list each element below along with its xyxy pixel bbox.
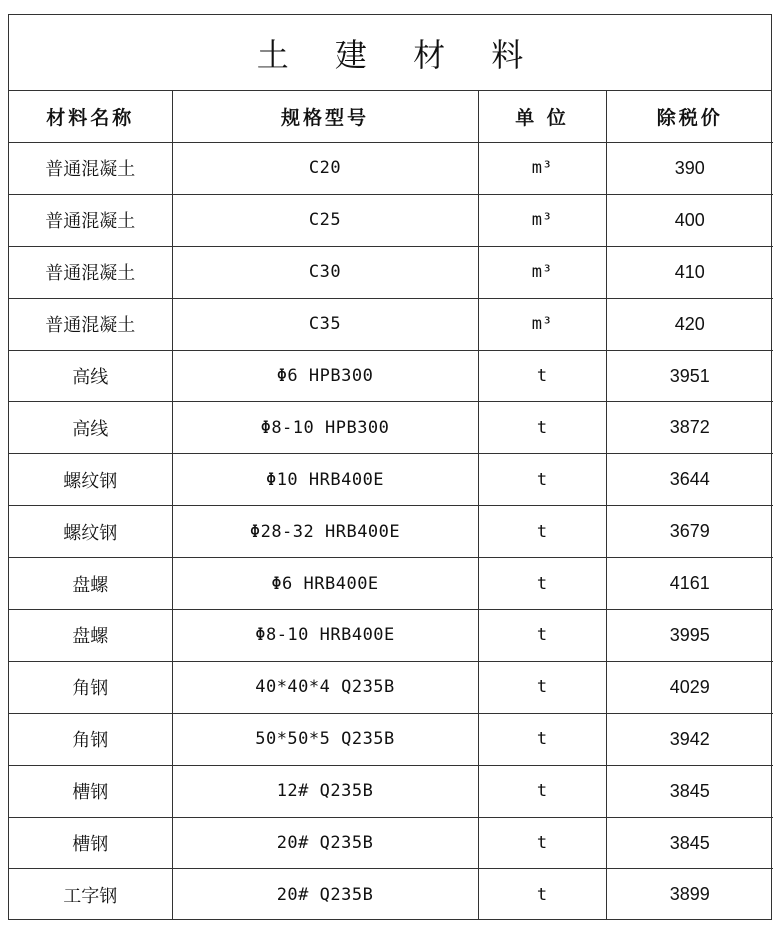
- table-row: [9, 610, 773, 662]
- header-price: 除税价: [606, 91, 773, 143]
- spec-cell: C35: [172, 298, 478, 350]
- unit-cell: t: [478, 610, 606, 662]
- table-row: [9, 713, 773, 765]
- price-cell: 4029: [606, 661, 773, 713]
- price-cell: 3845: [606, 817, 773, 869]
- material-name-cell: 普通混凝土: [9, 246, 172, 298]
- header-spec: 规格型号: [172, 91, 478, 143]
- unit-cell: t: [478, 350, 606, 402]
- unit-cell: t: [478, 869, 606, 920]
- table-row: [9, 817, 773, 869]
- unit-cell: m³: [478, 143, 606, 195]
- material-name-cell: 普通混凝土: [9, 298, 172, 350]
- spec-cell: Φ6 HPB300: [172, 350, 478, 402]
- spec-cell: 12# Q235B: [172, 765, 478, 817]
- material-name-cell: 角钢: [9, 661, 172, 713]
- unit-cell: t: [478, 817, 606, 869]
- spec-cell: Φ8-10 HRB400E: [172, 610, 478, 662]
- price-cell: 3995: [606, 610, 773, 662]
- material-name-cell: 槽钢: [9, 817, 172, 869]
- table-row: [9, 143, 773, 195]
- table-row: [9, 661, 773, 713]
- unit-cell: t: [478, 765, 606, 817]
- price-cell: 3942: [606, 713, 773, 765]
- price-cell: 390: [606, 143, 773, 195]
- sheet-title: 土 建 材 料: [9, 15, 771, 91]
- spec-cell: C30: [172, 246, 478, 298]
- table-row: [9, 402, 773, 454]
- unit-cell: t: [478, 402, 606, 454]
- table-row: [9, 765, 773, 817]
- price-cell: 410: [606, 246, 773, 298]
- price-cell: 3845: [606, 765, 773, 817]
- table-row: [9, 194, 773, 246]
- material-name-cell: 普通混凝土: [9, 143, 172, 195]
- spec-cell: 50*50*5 Q235B: [172, 713, 478, 765]
- price-cell: 3679: [606, 506, 773, 558]
- header-material-name: 材料名称: [9, 91, 172, 143]
- material-name-cell: 盘螺: [9, 558, 172, 610]
- unit-cell: t: [478, 506, 606, 558]
- table-row: [9, 246, 773, 298]
- material-name-cell: 高线: [9, 350, 172, 402]
- unit-cell: m³: [478, 298, 606, 350]
- price-cell: 420: [606, 298, 773, 350]
- materials-table: [9, 91, 773, 920]
- spec-cell: Φ10 HRB400E: [172, 454, 478, 506]
- spec-cell: 20# Q235B: [172, 817, 478, 869]
- material-name-cell: 工字钢: [9, 869, 172, 920]
- spec-cell: C25: [172, 194, 478, 246]
- material-name-cell: 普通混凝土: [9, 194, 172, 246]
- price-cell: 3951: [606, 350, 773, 402]
- table-row: [9, 350, 773, 402]
- unit-cell: m³: [478, 194, 606, 246]
- material-name-cell: 角钢: [9, 713, 172, 765]
- unit-cell: t: [478, 558, 606, 610]
- material-name-cell: 螺纹钢: [9, 454, 172, 506]
- price-cell: 4161: [606, 558, 773, 610]
- table-row: [9, 558, 773, 610]
- price-cell: 3644: [606, 454, 773, 506]
- price-cell: 3872: [606, 402, 773, 454]
- materials-price-sheet: [8, 14, 772, 920]
- spec-cell: Φ8-10 HPB300: [172, 402, 478, 454]
- price-cell: 400: [606, 194, 773, 246]
- header-row: [9, 91, 773, 143]
- table-row: [9, 298, 773, 350]
- price-cell: 3899: [669, 884, 710, 905]
- material-name-cell: 盘螺: [9, 610, 172, 662]
- material-name-cell: 螺纹钢: [9, 506, 172, 558]
- spec-cell: 20# Q235B: [172, 869, 478, 920]
- table-row: [9, 506, 773, 558]
- spec-cell: Φ6 HRB400E: [172, 558, 478, 610]
- spec-cell: 40*40*4 Q235B: [172, 661, 478, 713]
- spec-cell: C20: [172, 143, 478, 195]
- unit-cell: t: [478, 661, 606, 713]
- table-row: [9, 454, 773, 506]
- header-unit: 单 位: [478, 91, 606, 143]
- spec-cell: Φ28-32 HRB400E: [172, 506, 478, 558]
- table-row: [9, 869, 773, 920]
- material-name-cell: 槽钢: [9, 765, 172, 817]
- unit-cell: t: [478, 454, 606, 506]
- material-name-cell: 高线: [9, 402, 172, 454]
- unit-cell: t: [478, 713, 606, 765]
- unit-cell: m³: [478, 246, 606, 298]
